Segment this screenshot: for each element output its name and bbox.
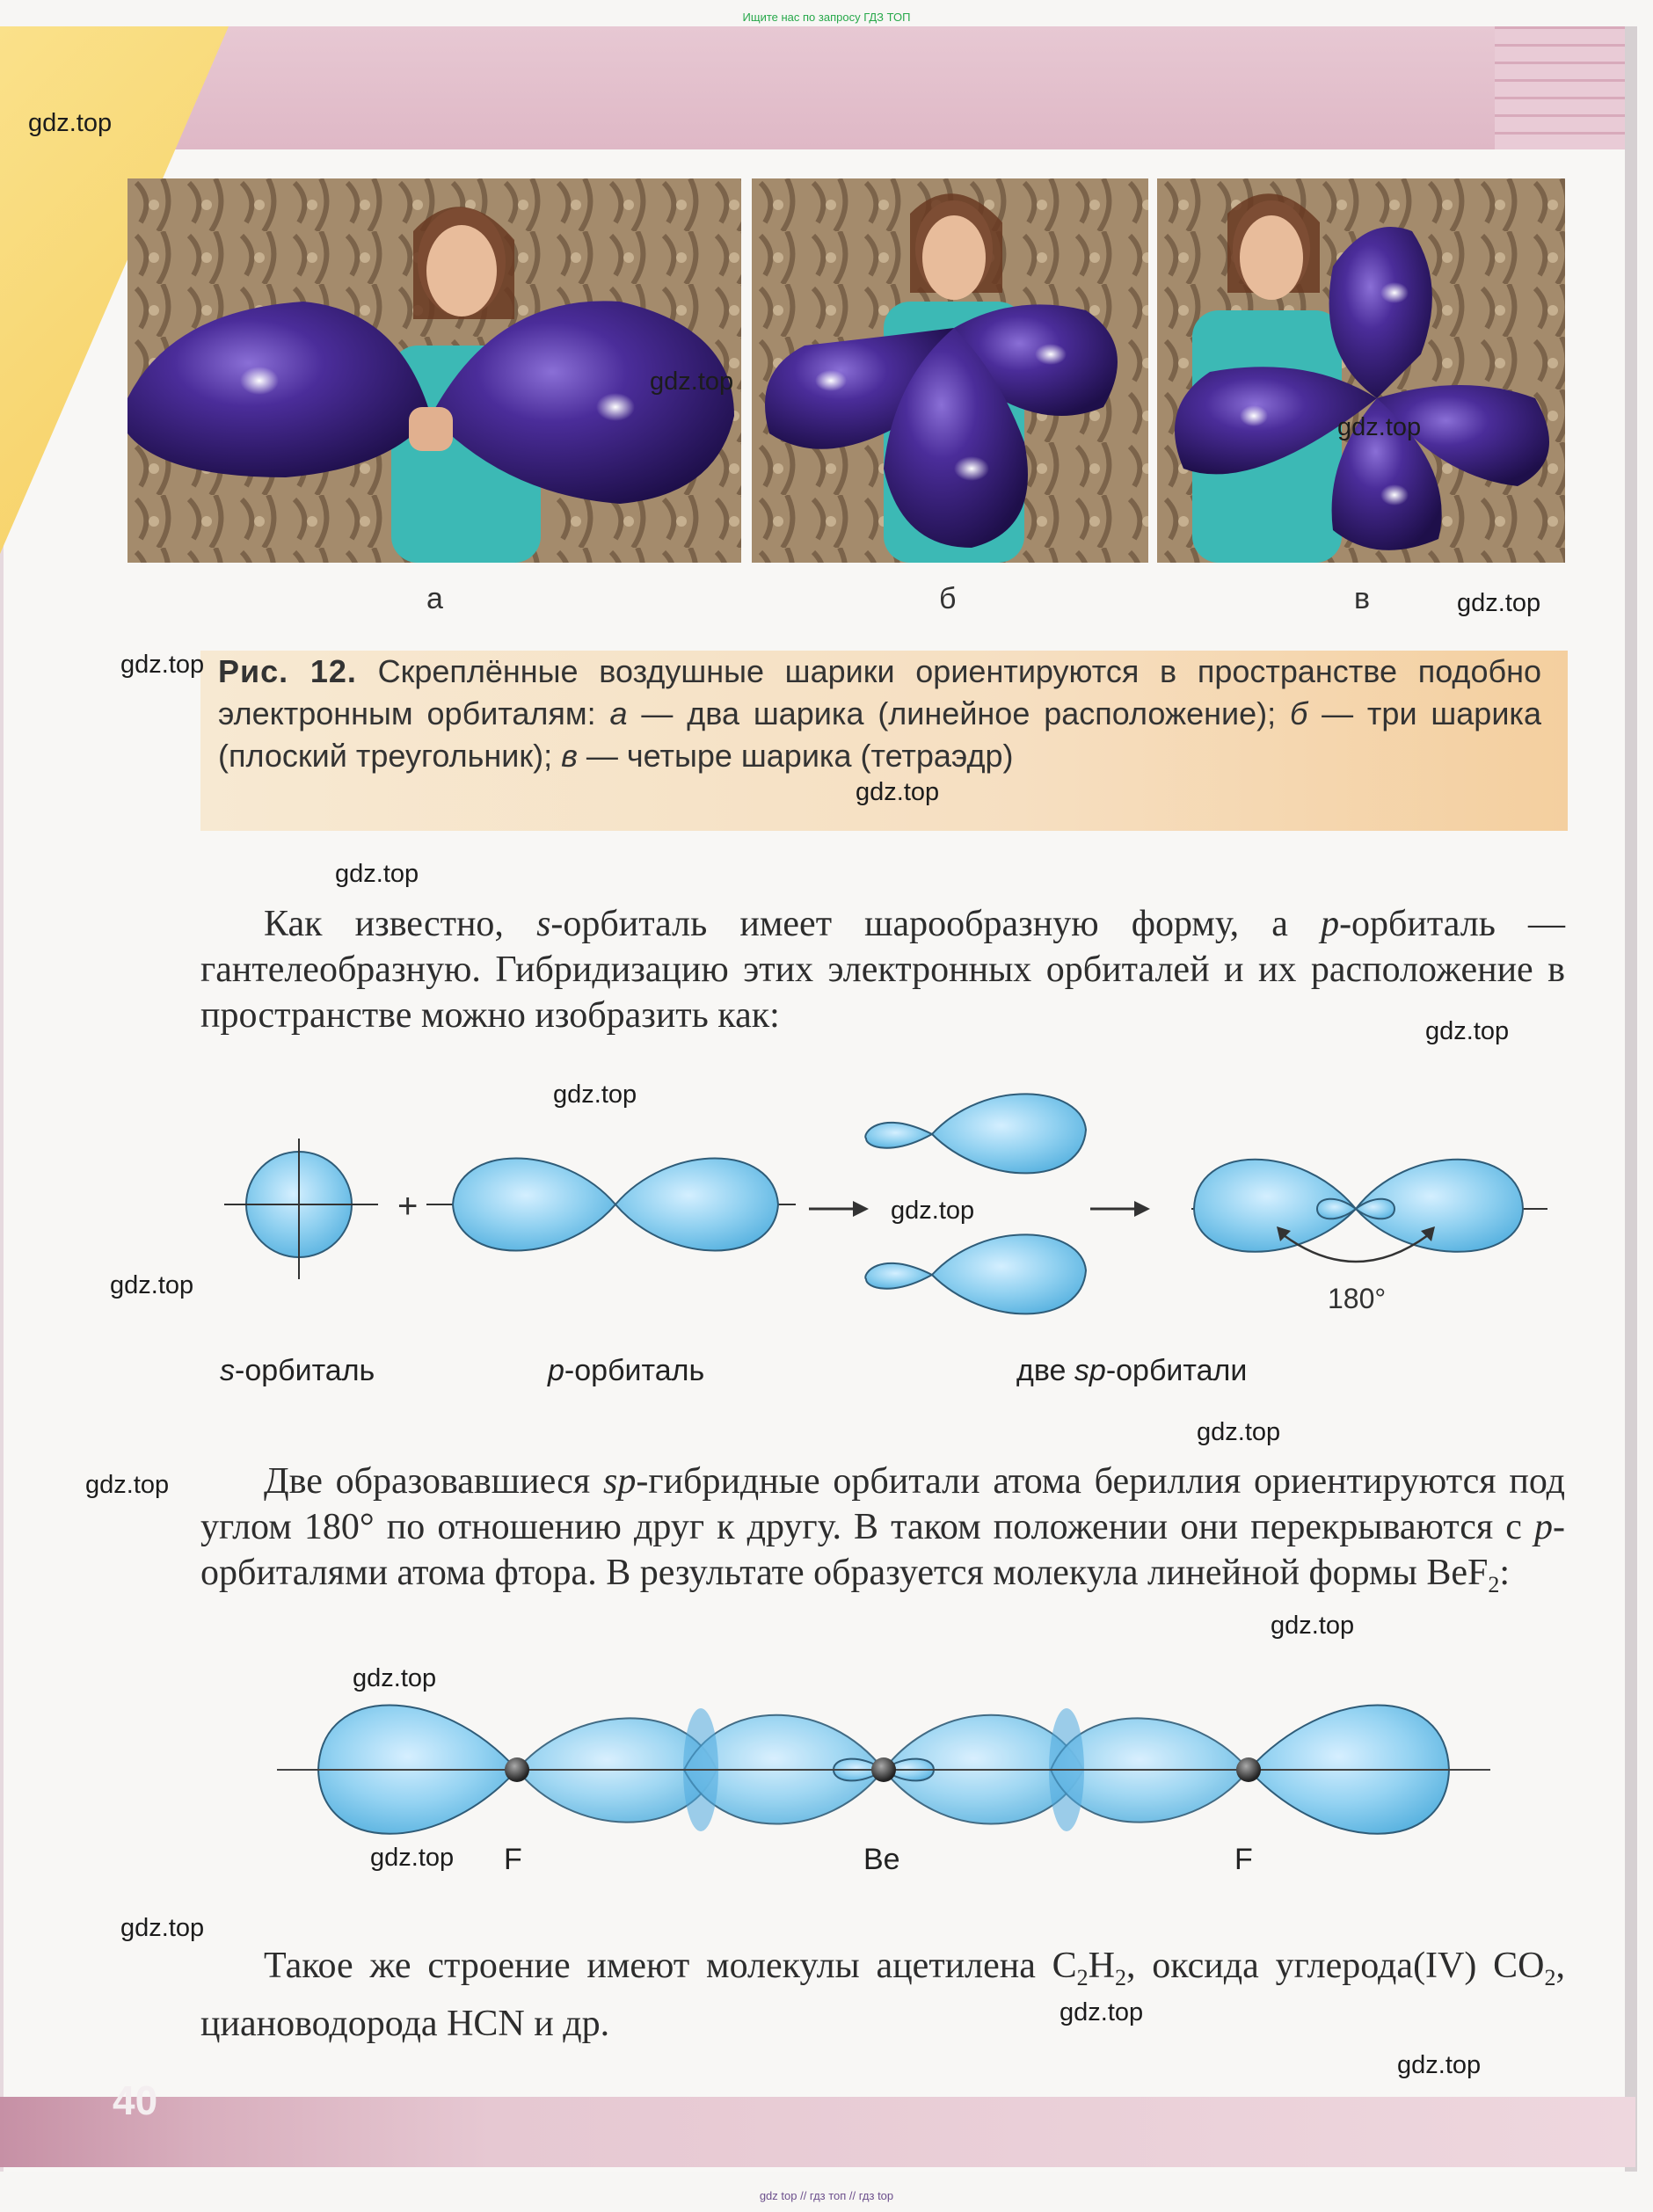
atom-be (871, 1757, 896, 1782)
p-orbital-label (548, 1354, 704, 1388)
watermark: gdz.top (1337, 413, 1422, 441)
photo-label-b: б (939, 582, 957, 615)
p3-text-3: , оксида углерода(IV) CO (1126, 1946, 1545, 1986)
caption-b-text: — три шарика (плоский треугольник); (218, 695, 1541, 774)
watermark: gdz.top (891, 1197, 975, 1225)
watermark: gdz.top (1197, 1418, 1281, 1446)
sp-orbitals-combined (1191, 1160, 1547, 1262)
p-orbital-label-letter: p (548, 1354, 564, 1387)
header-stripes (1495, 26, 1635, 149)
photo-c (1157, 178, 1565, 563)
p-orbital (426, 1159, 796, 1251)
watermark: gdz.top (1425, 1017, 1510, 1045)
p3-sub-3: 2 (1544, 1965, 1556, 1991)
watermark: gdz.top (28, 109, 113, 137)
arrow-right-icon-2 (1090, 1201, 1150, 1217)
page-number: 40 (113, 2077, 158, 2123)
caption-text: Скреплённые воздушные шарики ориентируются в пространстве подобно электронным орбиталям: (218, 653, 1541, 731)
watermark: gdz.top (370, 1844, 455, 1872)
caption-c-text: — четыре шарика (тетраэдр) (586, 738, 1014, 774)
paragraph-2 (200, 1459, 1565, 1608)
atom-label-f-left: F (504, 1843, 522, 1876)
caption-a-letter: а (609, 695, 628, 731)
watermark: gdz.top (110, 1271, 194, 1299)
p2-end: : (1499, 1553, 1511, 1593)
atom-label-f-right: F (1234, 1843, 1253, 1876)
atom-f-right (1236, 1757, 1261, 1782)
watermark: gdz.top (1397, 2051, 1482, 2079)
paragraph-1 (200, 901, 1565, 1038)
watermark: gdz.top (553, 1081, 637, 1109)
search-hint-link[interactable]: Ищите нас по запросу ГДЗ ТОП (742, 11, 911, 24)
p1-p-letter: p (1321, 904, 1340, 944)
caption-b-letter: б (1289, 695, 1308, 731)
watermark: gdz.top (353, 1664, 437, 1692)
watermark: gdz.top (1457, 589, 1541, 617)
watermark: gdz.top (856, 778, 940, 806)
caption-prefix: Рис. 12. (218, 653, 357, 689)
watermark: gdz.top (120, 651, 205, 679)
p3-sub-1: 2 (1076, 1965, 1089, 1991)
arrow-right-icon (809, 1201, 869, 1217)
atom-label-be: Be (863, 1843, 900, 1876)
sp-orbitals-label-rest: -орбитали (1105, 1354, 1248, 1387)
sp-orbitals-label-letter: sp (1074, 1354, 1106, 1387)
figure-caption (218, 651, 1541, 777)
p1-text-1: Как известно, (264, 904, 504, 944)
photo-label-c: в (1354, 582, 1371, 615)
s-orbital-label (220, 1354, 375, 1388)
p3-text-2: H (1088, 1946, 1116, 1986)
watermark: gdz.top (335, 860, 419, 888)
s-orbital-label-letter: s (220, 1354, 235, 1387)
watermark: gdz.top (120, 1914, 205, 1942)
p1-text-3: -орбиталь — гантелеобразную. Гибридизацию этих электронных орбиталей и их расположение в пространстве можно изобразить как: (200, 904, 1566, 1036)
watermark: gdz.top (1060, 1998, 1144, 2026)
photo-b (752, 178, 1148, 563)
sp-orbitals-label-pre: две (1016, 1354, 1067, 1387)
watermark: gdz.top (1271, 1612, 1355, 1640)
footer-band (0, 2097, 1635, 2167)
caption-c-letter: в (561, 738, 578, 774)
header-band (0, 26, 1635, 149)
sp-orbitals-label (1016, 1354, 1247, 1388)
plus-sign: + (397, 1187, 419, 1226)
p2-p-letter: p (1534, 1507, 1553, 1547)
caption-a-text: — два шарика (линейное расположение); (641, 695, 1277, 731)
p3-text-1: Такое же строение имеют молекулы ацетилена C (264, 1946, 1077, 1986)
s-orbital-label-rest: -орбиталь (235, 1354, 375, 1387)
p2-text-3: -орбиталями атома фтора. В результате образуется молекула линейной формы BeF (200, 1507, 1565, 1593)
p2-sp-letter: sp (603, 1461, 637, 1502)
p2-text-2: -гибридные орбитали атома бериллия ориентируются под углом 180° по отношению друг к другу. В таком положении они перекрываются с (200, 1461, 1566, 1547)
p3-sub-2: 2 (1115, 1965, 1127, 1991)
p2-text-1: Две образовавшиеся (264, 1461, 591, 1502)
page-edge (1625, 26, 1637, 2172)
p3-text-4: , циановодорода HCN и др. (200, 1946, 1565, 2045)
paragraph-3 (200, 1943, 1565, 2047)
s-orbital (224, 1139, 378, 1279)
photo-label-a: а (426, 582, 443, 615)
footer-links[interactable]: gdz top // гдз топ // гдз top (759, 2189, 894, 2202)
p2-subscript: 2 (1488, 1572, 1500, 1598)
p1-s-letter: s (536, 904, 551, 944)
p-orbital-label-rest: -орбиталь (564, 1354, 705, 1387)
atom-f-left (505, 1757, 529, 1782)
angle-label: 180° (1328, 1283, 1387, 1314)
watermark: gdz.top (650, 367, 734, 396)
watermark: gdz.top (85, 1471, 170, 1499)
p1-text-2: -орбиталь имеет шарообразную форму, а (550, 904, 1288, 944)
